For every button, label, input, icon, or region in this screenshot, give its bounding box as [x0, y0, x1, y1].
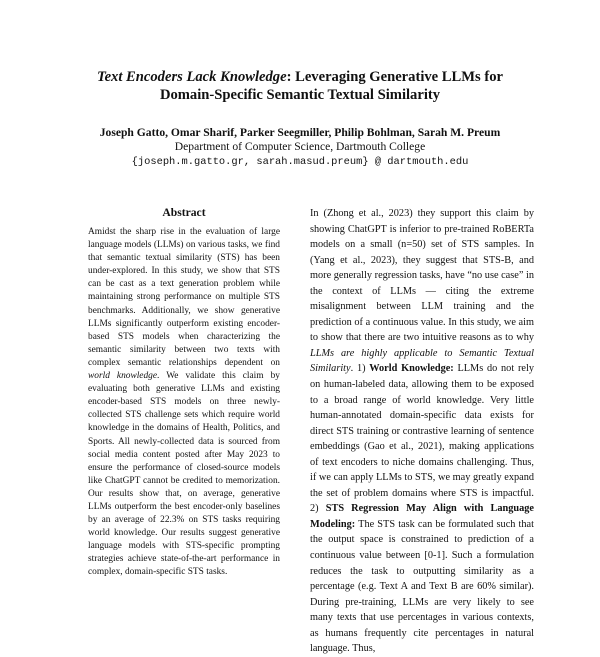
- intro-text-3: LLMs do not rely on human-labeled data, allowing them to be exposed to a broad range of world knowledge. Very little human-annotated domain-specific data exists for direct STS training or contrastive learning of sentence embeddings (Gao et al., 2021), making applications of text encoders to niche domains challenging. Thus, if we can apply LLMs to STS, we may greatly expand the set of problem domains where STS is impactful. 2): [310, 363, 534, 515]
- intro-text-2: . 1): [350, 363, 370, 375]
- abstract-heading: Abstract: [162, 206, 206, 219]
- paper-title-line2: Domain-Specific Semantic Textual Similarity: [159, 87, 441, 103]
- author-emails: {joseph.m.gatto.gr, sarah.masud.preum} @ dartmouth.edu: [131, 156, 469, 168]
- paper-title-line1: [40, 68, 560, 86]
- abstract-text-2: . We validate this claim by evaluating both generative LLMs and existing encoder-based STS models on three newly-collected STS challenge sets which require world knowledge in the domains of Health, Politics, and Sports. All newly-collected data is sourced from social media content posted after May 2023 to ensure the performance of closed-source models like ChatGPT cannot be credited to memorization. Our results show that, on average, generative LLMs outperform the best encoder-only baselines by an average of 22.3% on STS tasks requiring world knowledge. Our results suggest generative language models with STS-specific prompting strategies achieve state-of-the-art performance in complex, domain-specific STS tasks.: [88, 371, 280, 578]
- intro-text-1: In (Zhong et al., 2023) they support this claim by showing ChatGPT is inferior to pre-trained RoBERTa models on a small (n=50) set of STS samples. In (Yang et al., 2023), they suggest that STS-B, and more generally regression tasks, have “no use case” in the context of LLMs — citing the extreme misalignment between LLM training and the prediction of a continuous value. In this study, we aim to show that there are two intuitive reasons as to why: [310, 208, 534, 344]
- affiliation: Department of Computer Science, Dartmouth College: [174, 140, 426, 153]
- author-list: Joseph Gatto, Omar Sharif, Parker Seegmiller, Philip Bohlman, Sarah M. Preum: [99, 126, 501, 139]
- intro-bold-sts-regression: STS Regression May Align with Language Modeling:: [310, 503, 534, 530]
- paper-title-italic: Text Encoders Lack Knowledge: [97, 69, 287, 85]
- intro-bold-world-knowledge: World Knowledge:: [369, 363, 454, 375]
- paper-title-rest: : Leveraging Generative LLMs for: [286, 69, 503, 85]
- abstract-body: [88, 226, 280, 580]
- abstract-text-1: Amidst the sharp rise in the evaluation of large language models (LLMs) on various tasks, we find that semantic textual similarity (STS) has been under-explored. In this study, we show that STS can be cast as a text generation problem while maintaining strong performance on multiple STS benchmarks. Additionally, we show generative LLMs significantly outperform existing encoder-based STS models when characterizing the semantic similarity between two texts with complex semantic relationships dependent on: [88, 227, 280, 368]
- intro-italic: LLMs are highly applicable to Semantic Textual Similarity: [310, 347, 534, 375]
- abstract-italic: world knowledge: [88, 371, 157, 382]
- intro-text-4: The STS task can be formulated such that the output space is constrained to prediction of a continuous value between [0-1]. Such a formulation reduces the task to outputting similarity as a percentage (e.g. Text A and Text B are 60% similar). During pre-training, LLMs are very likely to see many texts that use percentages in various contexts, as humans frequently cite percentages in natural language. Thus,: [310, 518, 534, 655]
- intro-column: [310, 206, 534, 657]
